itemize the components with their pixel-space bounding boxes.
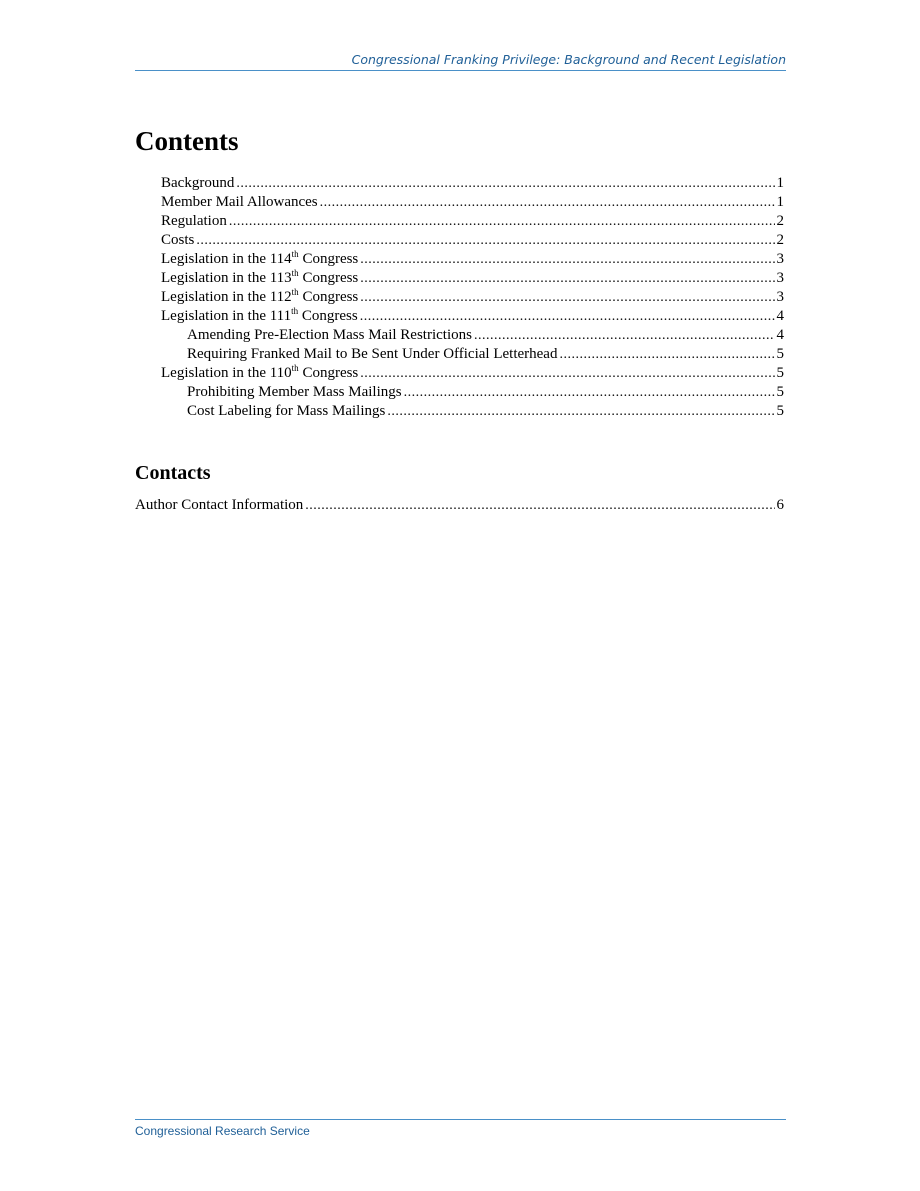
- running-header: Congressional Franking Privilege: Background and Recent Legislation: [135, 52, 786, 71]
- dot-leader: [360, 364, 774, 383]
- dot-leader: [305, 496, 774, 515]
- toc-entry-legislation-110th[interactable]: [161, 364, 784, 383]
- dot-leader: [236, 174, 774, 193]
- toc-entry-legislation-113th[interactable]: [161, 269, 784, 288]
- dot-leader: [360, 288, 774, 307]
- toc-page-number: 5: [776, 384, 784, 400]
- toc-entry-label: Costs: [161, 232, 195, 248]
- dot-leader: [360, 269, 774, 288]
- contacts-list: [135, 496, 784, 515]
- toc-entry-author-contact-information[interactable]: [135, 496, 784, 515]
- toc-page-number: 5: [776, 403, 784, 419]
- dot-leader: [404, 383, 775, 402]
- toc-page-number: 3: [776, 251, 784, 267]
- toc-entry-label: Legislation in the 113th Congress: [161, 268, 359, 286]
- table-of-contents: [161, 174, 784, 421]
- dot-leader: [360, 307, 775, 326]
- toc-entry-legislation-111th[interactable]: [161, 307, 784, 326]
- toc-entry-label: Legislation in the 110th Congress: [161, 363, 359, 381]
- toc-entry-costs[interactable]: [161, 231, 784, 250]
- dot-leader: [360, 250, 774, 269]
- toc-entry-label: Regulation: [161, 213, 227, 229]
- toc-entry-label: Author Contact Information: [135, 497, 304, 513]
- toc-entry-label: Background: [161, 175, 235, 191]
- toc-entry-label: Amending Pre-Election Mass Mail Restrictions: [187, 327, 472, 343]
- dot-leader: [474, 326, 775, 345]
- toc-entry-legislation-112th[interactable]: [161, 288, 784, 307]
- dot-leader: [320, 193, 775, 212]
- toc-page-number: 3: [776, 289, 784, 305]
- toc-page-number: 3: [776, 270, 784, 286]
- dot-leader: [387, 402, 774, 421]
- contacts-title: Contacts: [135, 462, 211, 484]
- toc-entry-label: Member Mail Allowances: [161, 194, 318, 210]
- toc-entry-label: Requiring Franked Mail to Be Sent Under Official Letterhead: [187, 346, 558, 362]
- dot-leader: [196, 231, 774, 250]
- toc-page-number: 2: [776, 232, 784, 248]
- toc-entry-label: Legislation in the 114th Congress: [161, 249, 359, 267]
- toc-page-number: 5: [776, 365, 784, 381]
- toc-page-number: 4: [776, 308, 784, 324]
- toc-page-number: 4: [776, 327, 784, 343]
- toc-page-number: 2: [776, 213, 784, 229]
- dot-leader: [229, 212, 775, 231]
- running-footer: Congressional Research Service: [135, 1119, 786, 1139]
- toc-entry-cost-labeling[interactable]: [161, 402, 784, 421]
- toc-page-number: 5: [776, 346, 784, 362]
- toc-page-number: 1: [776, 175, 784, 191]
- toc-entry-member-mail-allowances[interactable]: [161, 193, 784, 212]
- toc-entry-label: Legislation in the 112th Congress: [161, 287, 359, 305]
- dot-leader: [559, 345, 774, 364]
- toc-entry-background[interactable]: [161, 174, 784, 193]
- toc-entry-label: Cost Labeling for Mass Mailings: [187, 403, 386, 419]
- toc-entry-legislation-114th[interactable]: [161, 250, 784, 269]
- toc-entry-label: Prohibiting Member Mass Mailings: [187, 384, 402, 400]
- contents-title: Contents: [135, 126, 239, 156]
- toc-page-number: 6: [776, 497, 784, 513]
- toc-entry-prohibiting-member-mass-mailings[interactable]: [161, 383, 784, 402]
- toc-entry-regulation[interactable]: [161, 212, 784, 231]
- toc-entry-requiring-franked-mail[interactable]: [161, 345, 784, 364]
- toc-entry-amending-pre-election[interactable]: [161, 326, 784, 345]
- toc-entry-label: Legislation in the 111th Congress: [161, 306, 358, 324]
- toc-page-number: 1: [776, 194, 784, 210]
